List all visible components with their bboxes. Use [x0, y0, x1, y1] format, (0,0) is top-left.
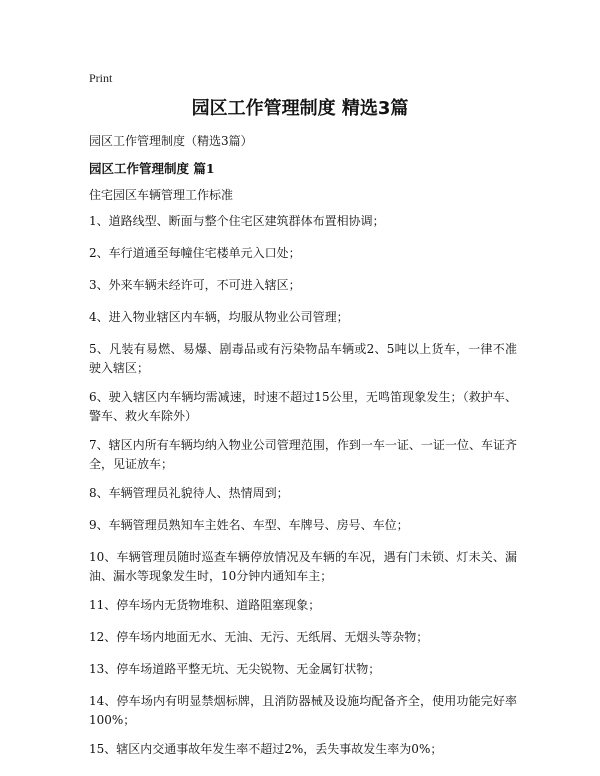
list-item: 15、辖区内交通事故年发生率不超过2%，丢失事故发生率为0%； — [89, 742, 443, 756]
list-item: 10、车辆管理员随时巡查车辆停放情况及车辆的车况，遇有门未锁、灯未关、漏油、漏水等现象发生时，10分钟内通知车主； — [89, 550, 517, 583]
list-item: 13、停车场道路平整无坑、无尖锐物、无金属钉状物； — [89, 662, 381, 676]
list-item: 7、辖区内所有车辆均纳入物业公司管理范围，作到一车一证、一证一位、车证齐全，见证放车； — [89, 438, 517, 471]
list-item: 11、停车场内无货物堆积、道路阻塞现象； — [89, 598, 321, 612]
document-subtitle: 园区工作管理制度（精选3篇） — [89, 134, 253, 148]
list-item: 3、外来车辆未经许可，不可进入辖区； — [89, 278, 301, 292]
list-item: 5、凡装有易燃、易爆、剧毒品或有污染物品车辆或2、5吨以上货车，一律不准驶入辖区； — [89, 342, 517, 375]
list-item: 4、进入物业辖区内车辆，均服从物业公司管理； — [89, 310, 349, 324]
print-label: Print — [89, 71, 113, 85]
list-item: 12、停车场内地面无水、无油、无污、无纸屑、无烟头等杂物； — [89, 630, 429, 644]
list-item: 14、停车场内有明显禁烟标牌，且消防器械及设施均配备齐全，使用功能完好率100%； — [89, 694, 517, 727]
document-title: 园区工作管理制度 精选3篇 — [191, 98, 409, 119]
rules-list — [89, 212, 517, 772]
section-heading: 园区工作管理制度 篇1 — [89, 161, 215, 176]
section-intro: 住宅园区车辆管理工作标准 — [89, 188, 234, 202]
list-item: 9、车辆管理员熟知车主姓名、车型、车牌号、房号、车位； — [89, 518, 409, 532]
list-item: 1、道路线型、断面与整个住宅区建筑群体布置相协调； — [89, 214, 385, 228]
list-item: 8、车辆管理员礼貌待人、热情周到； — [89, 486, 289, 500]
list-item: 6、驶入辖区内车辆均需减速，时速不超过15公里，无鸣笛现象发生；（救护车、警车、救火车除外） — [89, 390, 517, 423]
list-item: 2、车行道通至每幢住宅楼单元入口处； — [89, 246, 301, 260]
